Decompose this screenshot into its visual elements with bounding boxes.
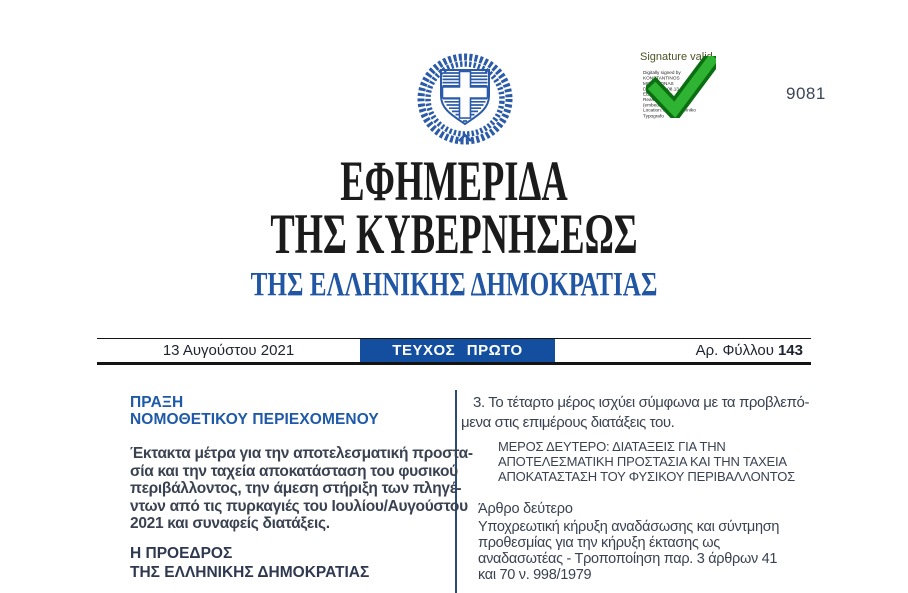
issue-number-label: Αρ. Φύλλου bbox=[695, 342, 774, 359]
issue-info-bar bbox=[97, 338, 811, 365]
part-heading: ΜΕΡΟΣ ΔΕΥΤΕΡΟ: ΔΙΑΤΑΞΕΙΣ ΓΙΑ ΤΗΝ ΑΠΟΤΕΛΕΣΜΑΤΙΚΗ ΠΡΟΣΤΑΣΙΑ ΚΑΙ ΤΗΝ ΤΑΧΕΙΑ ΑΠΟΚΑΤΑΣΤΑΣΗ ΤΟΥ ΦΥΣΙΚΟΥ ΠΕΡΙΒΑΛΛΟΝΤΟΣ bbox=[498, 439, 795, 484]
signature-status-label: Signature valid bbox=[640, 51, 713, 63]
article-heading: Άρθρο δεύτερο bbox=[478, 501, 573, 517]
issue-number-value: 143 bbox=[777, 342, 803, 359]
issue-volume-badge: ΤΕΥΧΟΣ ΠΡΩΤΟ bbox=[360, 339, 555, 362]
masthead-subtitle: ΤΗΣ ΕΛΛΗΝΙΚΗΣ ΔΗΜΟΚΡΑΤΙΑΣ bbox=[250, 266, 658, 303]
issue-date: 13 Αυγούστου 2021 bbox=[162, 342, 295, 359]
issue-number bbox=[555, 339, 811, 362]
act-type-heading: ΠΡΑΞΗ ΝΟΜΟΘΕΤΙΚΟΥ ΠΕΡΙΕΧΟΜΕΝΟΥ bbox=[130, 394, 379, 428]
digital-signature-badge[interactable] bbox=[638, 50, 768, 145]
article-summary: Υποχρεωτική κήρυξη αναδάσωσης και σύντμηση προθεσμίας για την κήρυξη έκτασης ως αναδασωτέας - Τροποποίηση παρ. 3 άρθρων 41 και 70 ν. 998/1979 bbox=[478, 519, 780, 583]
greek-coat-of-arms-icon bbox=[415, 52, 515, 147]
masthead-title-line2: ΤΗΣ ΚΥΒΕΡΝΗΣΕΩΣ bbox=[270, 203, 638, 266]
sheet-number: 9081 bbox=[786, 84, 826, 103]
signature-details-text: Digitally signed by KONSTANTINOS MOSCHONAS Date: 2021.08.13 21:01:21 EEST Reason: Signed PDF (embedded) Location: Athens, Ethniko Typografo bbox=[643, 70, 699, 119]
act-summary: Έκτακτα μέτρα για την αποτελεσματική προστα- σία και την ταχεία αποκατάσταση του φυσικού περιβάλλοντος, την άμεση στήριξη των πληγέ- ντων από τις πυρκαγιές του Ιουλίου/Αυγούστου 2021 και συναφείς διατάξεις. bbox=[130, 445, 473, 532]
issuer-heading: Η ΠΡΟΕΔΡΟΣ ΤΗΣ ΕΛΛΗΝΙΚΗΣ ΔΗΜΟΚΡΑΤΙΑΣ bbox=[130, 545, 370, 581]
body-paragraph: 3. Το τέταρτο μέρος ισχύει σύμφωνα με τα προβλεπό- μενα στις επιμέρους διατάξεις του. bbox=[461, 394, 810, 431]
masthead-title-line1: ΕΦΗΜΕΡΙΔΑ bbox=[340, 150, 568, 213]
